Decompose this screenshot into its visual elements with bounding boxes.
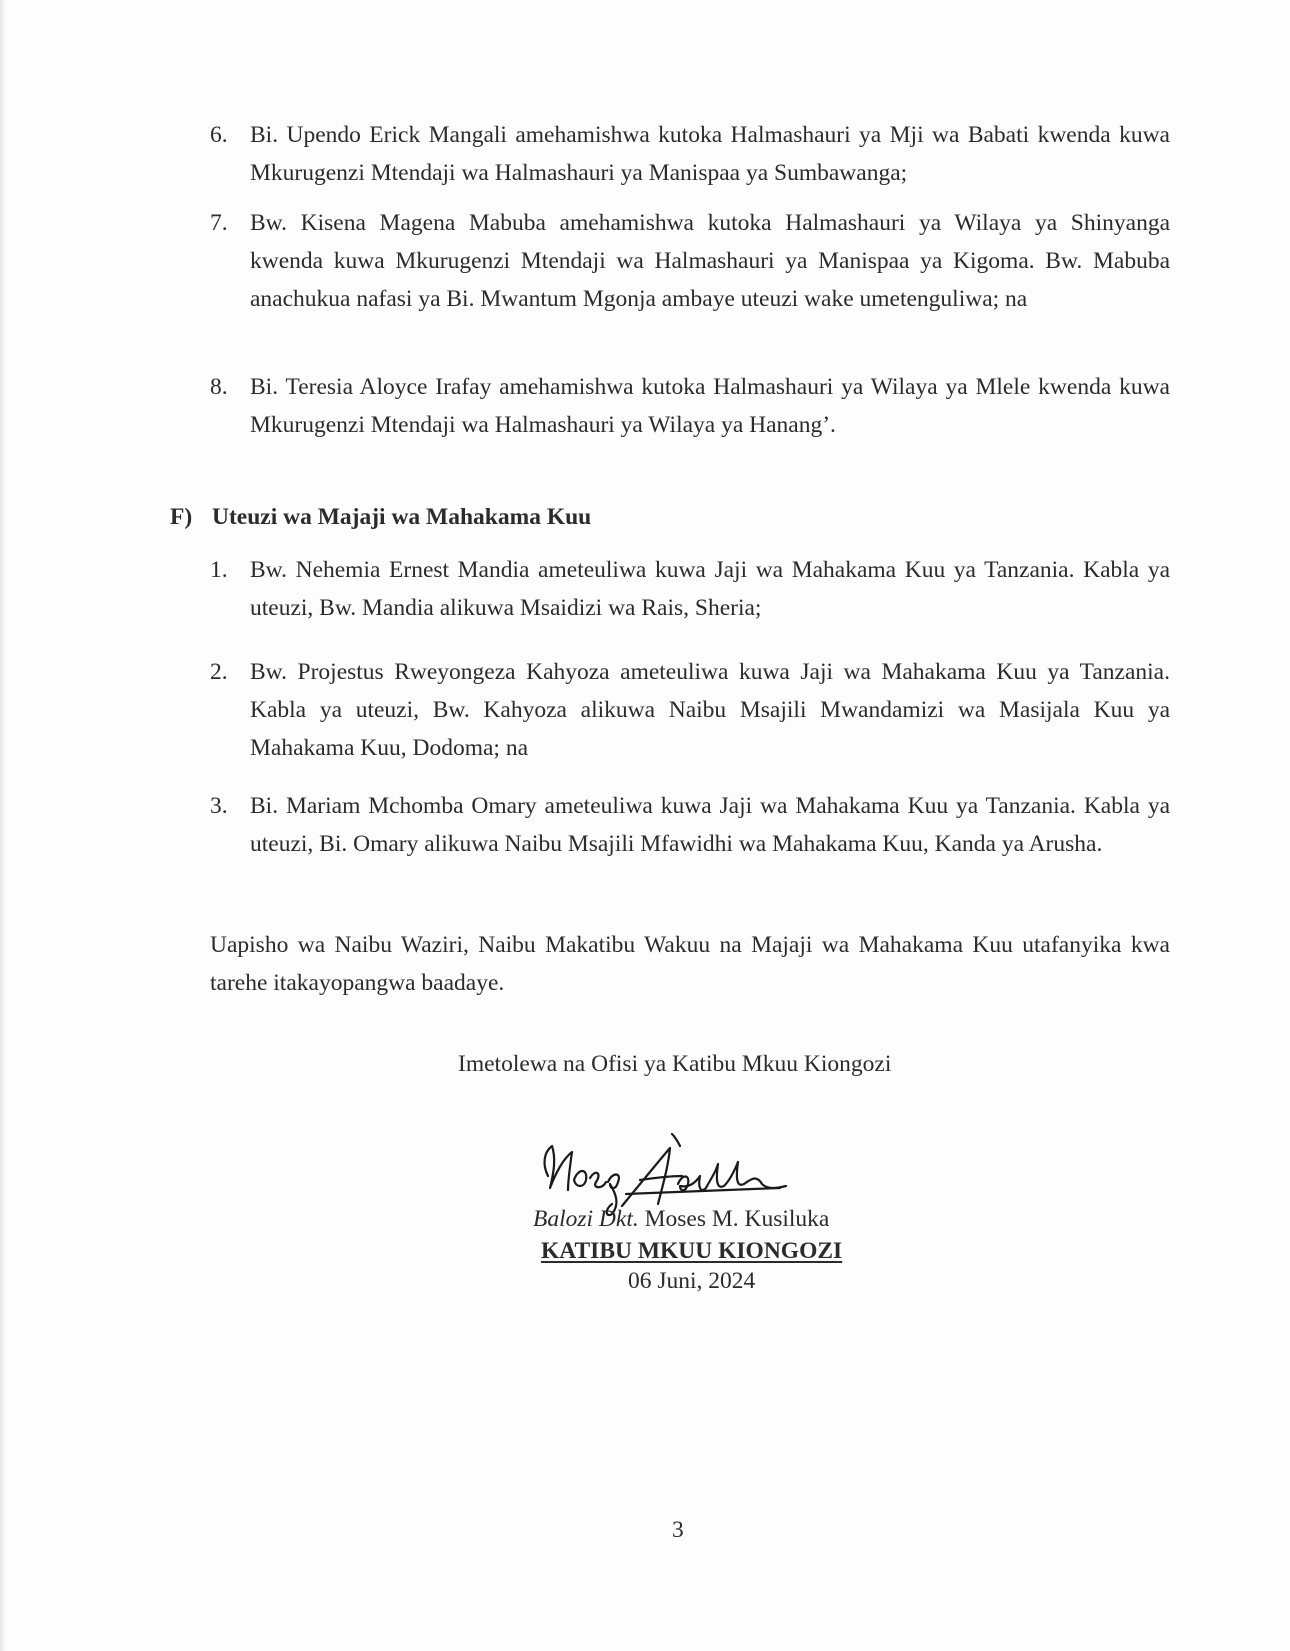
list-text: Bw. Nehemia Ernest Mandia ameteuliwa kuwa Jaji wa Mahakama Kuu ya Tanzania. Kabla ya uteuzi, Bw. Mandia alikuwa Msaidizi wa Rais, Sheria;: [250, 557, 1170, 621]
list-text: Bw. Kisena Magena Mabuba amehamishwa kutoka Halmashauri ya Wilaya ya Shinyanga kwenda kuwa Mkurugenzi Mtendaji wa Halmashauri ya Manispaa ya Kigoma. Bw. Mabuba anachukua nafasi ya Bi. Mwantum Mgonja ambaye uteuzi wake umetenguliwa; na: [250, 210, 1170, 312]
signatory-title: KATIBU MKUU KIONGOZI: [541, 1238, 843, 1264]
signatory-name: [533, 1202, 829, 1236]
list-number: 1.: [210, 557, 228, 583]
list-text: Bi. Mariam Mchomba Omary ameteuliwa kuwa Jaji wa Mahakama Kuu ya Tanzania. Kabla ya uteuzi, Bi. Omary alikuwa Naibu Msajili Mfawidhi wa Mahakama Kuu, Kanda ya Arusha.: [250, 793, 1170, 857]
list-item-judge-2: [210, 653, 1170, 767]
list-text: Bi. Teresia Aloyce Irafay amehamishwa kutoka Halmashauri ya Wilaya ya Mlele kwenda kuwa Mkurugenzi Mtendaji wa Halmashauri ya Wilaya ya Hanang’.: [250, 374, 1170, 438]
list-number: 6.: [210, 122, 228, 148]
list-text: Bi. Upendo Erick Mangali amehamishwa kutoka Halmashauri ya Mji wa Babati kwenda kuwa Mkurugenzi Mtendaji wa Halmashauri ya Manispaa ya Sumbawanga;: [250, 122, 1170, 186]
list-item-judge-3: [210, 787, 1170, 863]
issued-by-line: Imetolewa na Ofisi ya Katibu Mkuu Kiongozi: [458, 1051, 892, 1077]
list-number: 8.: [210, 374, 228, 400]
list-number: 7.: [210, 210, 228, 236]
list-item-transfer-8: [210, 368, 1170, 444]
section-f-heading: [170, 498, 591, 536]
list-text: Bw. Projestus Rweyongeza Kahyoza ameteuliwa kuwa Jaji wa Mahakama Kuu ya Tanzania. Kabla ya uteuzi, Bw. Kahyoza alikuwa Naibu Msajili Mwandamizi wa Masijala Kuu ya Mahakama Kuu, Dodoma; na: [250, 659, 1170, 761]
list-item-judge-1: [210, 551, 1170, 627]
list-item-transfer-6: [210, 116, 1170, 192]
page-number: 3: [672, 1517, 684, 1543]
signature-date: 06 Juni, 2024: [628, 1268, 756, 1294]
page-edge-shadow: [0, 0, 6, 1651]
list-number: 3.: [210, 793, 228, 819]
section-letter: F): [170, 504, 193, 530]
section-title: Uteuzi wa Majaji wa Mahakama Kuu: [212, 504, 592, 530]
closing-note: Uapisho wa Naibu Waziri, Naibu Makatibu Wakuu na Majaji wa Mahakama Kuu utafanyika kwa tarehe itakayopangwa baadaye.: [210, 932, 1170, 996]
signatory-honorific: Balozi Dkt.: [533, 1206, 639, 1232]
list-number: 2.: [210, 659, 228, 685]
list-item-transfer-7: [210, 204, 1170, 318]
signatory-fullname: Moses M. Kusiluka: [644, 1206, 830, 1232]
